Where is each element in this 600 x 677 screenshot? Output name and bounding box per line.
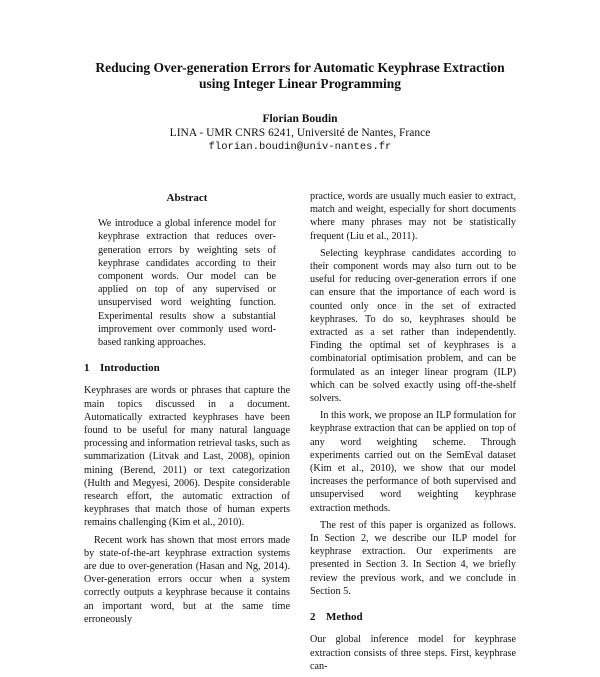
- section-heading-method: [310, 611, 516, 624]
- right-column: [310, 190, 516, 677]
- paper-title: [0, 60, 600, 92]
- author-block: [0, 112, 600, 154]
- abstract-text: We introduce a global inference model for keyphrase extraction that reduces over-generation errors by weighting sets of keyphrase candidates according to their component words. Our model can be applied on top of any supervised or unsupervised word weighting function. Experimental results show a substantial improvement over commonly used word-based ranking approaches.: [98, 218, 276, 349]
- section-number: 2: [310, 611, 316, 624]
- section-heading-introduction: [84, 362, 290, 375]
- author-email: florian.boudin@univ-nantes.fr: [208, 141, 392, 153]
- section-title: Introduction: [100, 362, 160, 375]
- paragraph: Keyphrases are words or phrases that capture the main topics discussed in a document. Automatically extracted keyphrases have been found to be useful for many natural language processing and information retrieval tasks, such as summarization (Litvak and Last, 2008), opinion mining (Berend, 2011) or text categorization (Hulth and Megyesi, 2006). Despite considerable research effort, the automatic extraction of keyphrases that match those of human experts remains challenging (Kim et al., 2010).: [84, 385, 290, 529]
- title-line-1: Reducing Over-generation Errors for Automatic Keyphrase Extraction: [95, 60, 505, 75]
- title-line-2: using Integer Linear Programming: [198, 76, 402, 91]
- paragraph: The rest of this paper is organized as follows. In Section 2, we describe our ILP model for keyphrase extraction. Our experiments are presented in Section 3. In Section 4, we briefly review the previous work, and we conclude in Section 5.: [310, 519, 516, 597]
- abstract-heading: Abstract: [166, 192, 208, 204]
- author-affiliation: LINA - UMR CNRS 6241, Université de Nantes, France: [169, 127, 431, 139]
- paragraph: In this work, we propose an ILP formulation for keyphrase extraction that can be applied on top of any word weighting scheme. Through experiments carried out on the SemEval dataset (Kim et al., 2010), we show that our model increases the performance of both supervised and unsupervised word weighting keyphrase extraction methods.: [310, 410, 516, 514]
- paragraph: practice, words are usually much easier to extract, match and weight, especially for short documents where many phrases may not be statistically frequent (Liu et al., 2011).: [310, 191, 516, 242]
- paragraph: Selecting keyphrase candidates according to their component words may also turn out to be useful for reducing over-generation errors if one can ensure that the importance of each word is counted only once in the set of extracted keyphrases. To do so, keyphrases should be extracted as a set rather than independently. Finding the optimal set of keyphrases is a combinatorial optimisation problem, and can be formulated as an integer linear program (ILP) which can be solved exactly using off-the-shelf solvers.: [310, 247, 516, 405]
- paragraph: Recent work has shown that most errors made by state-of-the-art keyphrase extraction systems are due to over-generation (Hasan and Ng, 2014). Over-generation errors occur when a system correctly outputs a keyphrase because it contains an important word, but at the same time erroneously: [84, 534, 290, 625]
- left-column: [84, 192, 290, 630]
- section-title: Method: [326, 611, 363, 624]
- section-number: 1: [84, 362, 90, 375]
- author-name: Florian Boudin: [262, 113, 338, 125]
- paragraph: Our global inference model for keyphrase extraction consists of three steps. First, keyphrase can-: [310, 634, 516, 672]
